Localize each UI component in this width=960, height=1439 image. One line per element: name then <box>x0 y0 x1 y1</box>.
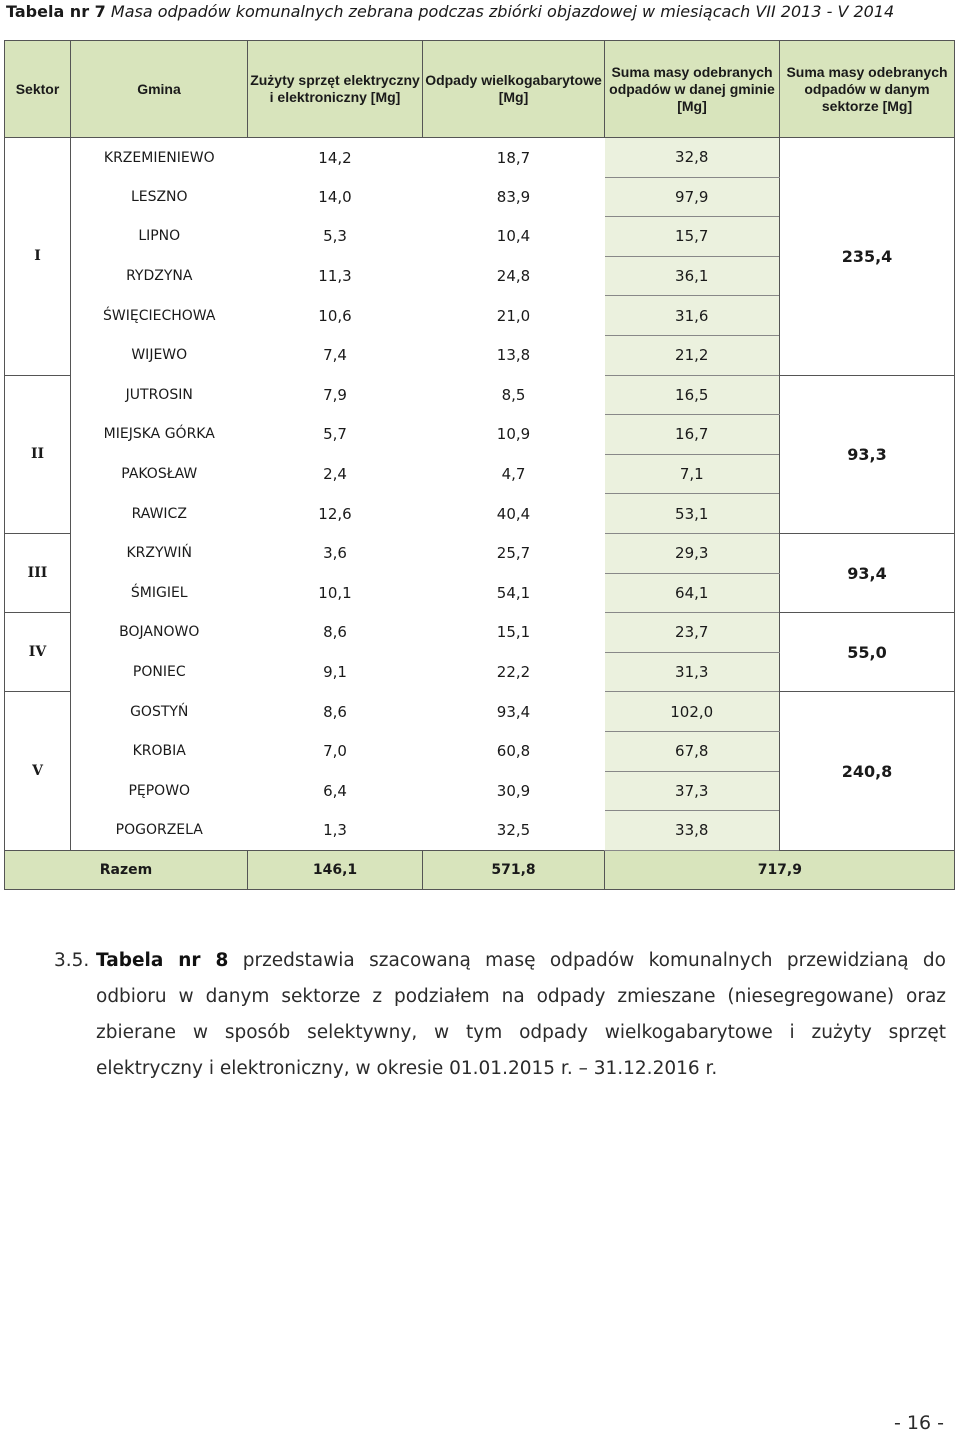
gmina-cell: LIPNO <box>71 217 248 257</box>
totals-label: Razem <box>5 850 248 890</box>
header-electronics: Zużyty sprzęt elektryczny i elektroniczny [Mg] <box>248 41 423 138</box>
gmina-sum-cell: 16,5 <box>605 375 780 415</box>
bulky-waste-cell: 30,9 <box>496 781 531 800</box>
gmina-sum-cell: 31,6 <box>605 296 780 336</box>
gmina-sum-cell: 53,1 <box>605 494 780 534</box>
electronics-cell: 10,1 <box>318 583 352 602</box>
caption-label: Tabela nr 7 <box>6 2 106 21</box>
sector-sum-cell: 235,4 <box>780 138 955 376</box>
gmina-sum-cell: 36,1 <box>605 256 780 296</box>
gmina-sum-cell: 67,8 <box>605 731 780 771</box>
sector-cell: III <box>5 533 71 612</box>
totals-bulky-waste: 571,8 <box>423 850 605 890</box>
electronics-cell: 8,6 <box>323 623 347 642</box>
totals-sum: 717,9 <box>605 850 955 890</box>
bulky-waste-cell: 22,2 <box>496 663 531 682</box>
section-number: 3.5. <box>54 950 90 971</box>
gmina-cell: BOJANOWO <box>71 613 248 653</box>
bulky-waste-cell: 54,1 <box>496 583 531 602</box>
sector-sum-cell: 93,3 <box>780 375 955 533</box>
gmina-sum-cell: 31,3 <box>605 652 780 692</box>
electronics-cell: 7,4 <box>323 346 347 365</box>
gmina-sum-cell: 23,7 <box>605 613 780 653</box>
gmina-cell: ŚWIĘCIECHOWA <box>71 296 248 336</box>
electronics-cell: 1,3 <box>323 821 347 840</box>
table-row <box>5 375 955 415</box>
gmina-sum-cell: 32,8 <box>605 138 780 178</box>
bulky-waste-cell: 24,8 <box>496 267 531 286</box>
table-row <box>5 692 955 732</box>
sector-cell: V <box>5 692 71 850</box>
electronics-cell: 7,9 <box>323 385 347 404</box>
table-row <box>5 138 955 178</box>
header-bulky-waste: Odpady wielkogabarytowe [Mg] <box>423 41 605 138</box>
gmina-cell: KRZEMIENIEWO <box>71 138 248 178</box>
waste-table <box>4 40 955 890</box>
bulky-waste-cell: 10,4 <box>496 227 531 246</box>
electronics-cell: 12,6 <box>318 504 352 523</box>
electronics-cell: 7,0 <box>323 742 347 761</box>
gmina-cell: MIEJSKA GÓRKA <box>71 415 248 455</box>
bulky-waste-cell: 8,5 <box>501 385 526 404</box>
totals-row <box>5 850 955 890</box>
electronics-cell: 9,1 <box>323 663 347 682</box>
gmina-sum-cell: 7,1 <box>605 454 780 494</box>
header-gmina: Gmina <box>71 41 248 138</box>
bulky-waste-cell: 93,4 <box>496 702 531 721</box>
totals-electronics: 146,1 <box>248 850 423 890</box>
bulky-waste-cell: 15,1 <box>496 623 531 642</box>
sector-sum-cell: 240,8 <box>780 692 955 850</box>
bulky-waste-cell: 4,7 <box>501 465 526 484</box>
sector-cell: II <box>5 375 71 533</box>
electronics-cell: 14,2 <box>318 148 352 167</box>
gmina-sum-cell: 37,3 <box>605 771 780 811</box>
gmina-cell: RAWICZ <box>71 494 248 534</box>
gmina-sum-cell: 97,9 <box>605 177 780 217</box>
bulky-waste-cell: 21,0 <box>496 306 531 325</box>
electronics-cell: 11,3 <box>318 267 352 286</box>
bulky-waste-cell: 18,7 <box>496 148 531 167</box>
gmina-cell: ŚMIGIEL <box>71 573 248 613</box>
electronics-cell: 3,6 <box>323 544 347 563</box>
header-sector: Sektor <box>5 41 71 138</box>
electronics-cell: 14,0 <box>318 187 352 206</box>
electronics-cell: 8,6 <box>323 702 347 721</box>
gmina-cell: GOSTYŃ <box>71 692 248 732</box>
gmina-sum-cell: 15,7 <box>605 217 780 257</box>
gmina-cell: WIJEWO <box>71 335 248 375</box>
gmina-cell: PONIEC <box>71 652 248 692</box>
electronics-cell: 5,3 <box>323 227 347 246</box>
gmina-sum-cell: 21,2 <box>605 335 780 375</box>
gmina-sum-cell: 102,0 <box>605 692 780 732</box>
bulky-waste-cell: 25,7 <box>496 544 531 563</box>
gmina-sum-cell: 64,1 <box>605 573 780 613</box>
gmina-cell: KROBIA <box>71 731 248 771</box>
header-sector-sum: Suma masy odebranych odpadów w danym sektorze [Mg] <box>780 41 955 138</box>
bulky-waste-cell: 83,9 <box>496 187 531 206</box>
gmina-cell: RYDZYNA <box>71 256 248 296</box>
bulky-waste-cell: 60,8 <box>496 742 531 761</box>
paragraph-text: przedstawia szacowaną masę odpadów komunalnych przewidzianą do odbioru w danym sektorze z podziałem na odpady zmieszane (niesegregowane) oraz zbierane w sposób selektywny, w tym odpady wielkogabarytowe i zużyty sprzęt elektryczny i elektroniczny, w okresie 01.01.2015 r. – 31.12.2016 r. <box>96 950 946 1079</box>
bulky-waste-cell: 40,4 <box>496 504 531 523</box>
electronics-cell: 6,4 <box>323 781 347 800</box>
electronics-cell: 2,4 <box>323 465 347 484</box>
table-body <box>5 138 955 890</box>
header-row <box>5 41 955 138</box>
sector-cell: IV <box>5 613 71 692</box>
gmina-cell: POGORZELA <box>71 811 248 851</box>
sector-cell: I <box>5 138 71 376</box>
table-row <box>5 613 955 653</box>
section-paragraph <box>54 943 946 1087</box>
sector-sum-cell: 93,4 <box>780 533 955 612</box>
electronics-cell: 10,6 <box>318 306 352 325</box>
electronics-cell: 5,7 <box>323 425 347 444</box>
paragraph-table-ref: Tabela nr 8 <box>96 950 229 971</box>
caption-text: Masa odpadów komunalnych zebrana podczas zbiórki objazdowej w miesiącach VII 2013 - V 2014 <box>110 2 895 21</box>
table-caption <box>6 2 894 21</box>
gmina-sum-cell: 33,8 <box>605 811 780 851</box>
gmina-cell: KRZYWIŃ <box>71 533 248 573</box>
page-number: - 16 - <box>894 1412 944 1434</box>
gmina-cell: PĘPOWO <box>71 771 248 811</box>
gmina-sum-cell: 16,7 <box>605 415 780 455</box>
gmina-cell: LESZNO <box>71 177 248 217</box>
gmina-sum-cell: 29,3 <box>605 533 780 573</box>
header-gmina-sum: Suma masy odebranych odpadów w danej gminie [Mg] <box>605 41 780 138</box>
sector-sum-cell: 55,0 <box>780 613 955 692</box>
gmina-cell: PAKOSŁAW <box>71 454 248 494</box>
bulky-waste-cell: 13,8 <box>496 346 531 365</box>
gmina-cell: JUTROSIN <box>71 375 248 415</box>
table-row <box>5 533 955 573</box>
bulky-waste-cell: 10,9 <box>496 425 531 444</box>
bulky-waste-cell: 32,5 <box>496 821 531 840</box>
